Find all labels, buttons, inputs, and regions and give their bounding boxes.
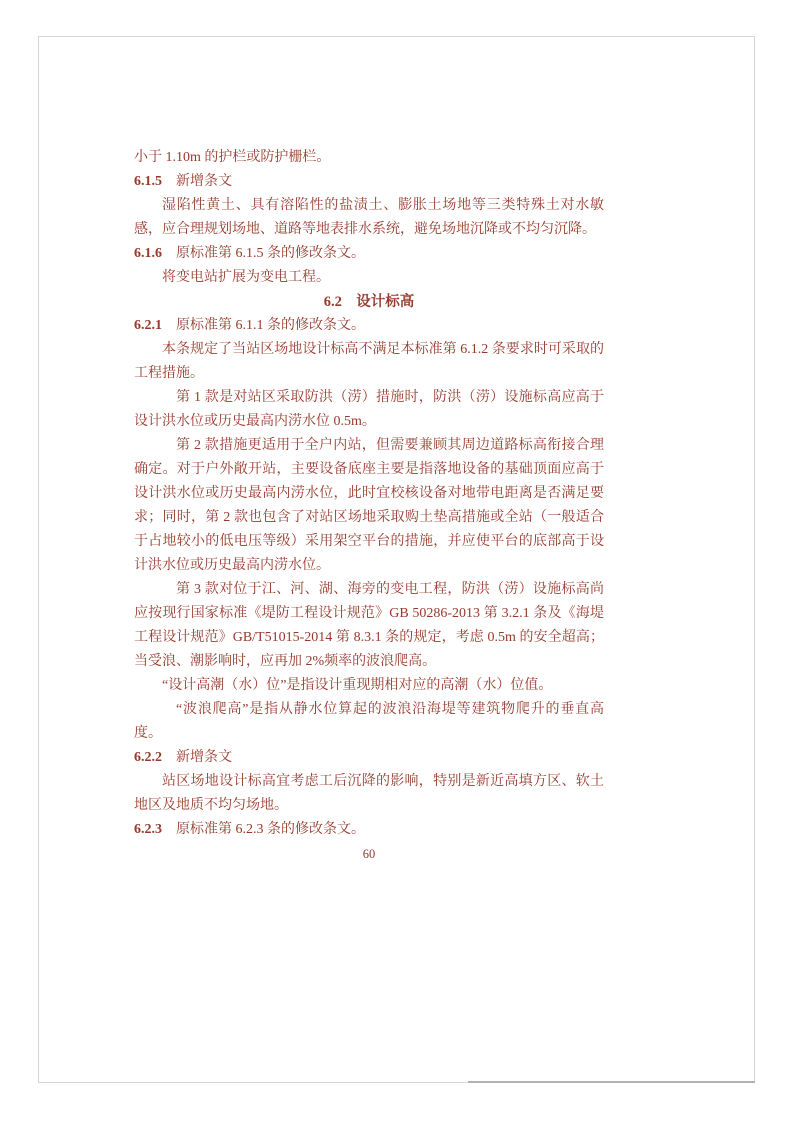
clause-heading	[134, 818, 604, 842]
paragraph: 第 3 款对位于江、河、湖、海旁的变电工程，防洪（涝）设施标高尚应按现行国家标准《堤防工程设计规范》GB 50286-2013 第 3.2.1 条及《海堤工程设计规范》GB/T51015-2014 第 8.3.1 条的规定，考虑 0.5m 的安全超高；当受浪、潮影响时，应再加 2%频率的波浪爬高。	[134, 582, 604, 669]
paragraph: 第 2 款措施更适用于全户内站，但需要兼顾其周边道路标高衔接合理确定。对于户外敞开站，主要设备底座主要是指落地设备的基础顶面应高于设计洪水位或历史最高内涝水位，此时宜校核设备对地带电距离是否满足要求；同时，第 2 款也包含了对站区场地采取购土垫高措施或全站（一般适合于占地较小的低电压等级）采用架空平台的措施，并应使平台的底部高于设计洪水位或历史最高内涝水位。	[134, 438, 604, 573]
clause-number: 6.1.5	[134, 174, 162, 189]
document-text-block	[134, 146, 604, 866]
clause-title: 原标准第 6.1.1 条的修改条文。	[176, 318, 365, 333]
clause-heading	[134, 242, 604, 266]
paragraph: “设计高潮（水）位”是指设计重现期相对应的高潮（水）位值。	[162, 678, 553, 693]
paragraph: 将变电站扩展为变电工程。	[162, 270, 330, 285]
page-bottom-rule	[468, 1081, 755, 1083]
clause-title: 原标准第 6.1.5 条的修改条文。	[176, 246, 365, 261]
clause-heading	[134, 170, 604, 194]
paragraph: “波浪爬高”是指从静水位算起的波浪沿海堤等建筑物爬升的垂直高度。	[134, 702, 604, 741]
clause-number: 6.2.2	[134, 750, 162, 765]
paragraph: 第 1 款是对站区采取防洪（涝）措施时，防洪（涝）设施标高应高于设计洪水位或历史最高内涝水位 0.5m。	[134, 390, 604, 429]
paragraph: 湿陷性黄土、具有溶陷性的盐渍土、膨胀土场地等三类特殊土对水敏感，应合理规划场地、道路等地表排水系统，避免场地沉降或不均匀沉降。	[134, 198, 604, 237]
clause-number: 6.1.6	[134, 246, 162, 261]
clause-title: 原标准第 6.2.3 条的修改条文。	[176, 822, 365, 837]
clause-number: 6.2.3	[134, 822, 162, 837]
paragraph: 站区场地设计标高宜考虑工后沉降的影响，特别是新近高填方区、软土地区及地质不均匀场地。	[134, 774, 604, 813]
clause-title: 新增条文	[176, 750, 232, 765]
page-number: 60	[362, 847, 376, 861]
clause-heading	[134, 314, 604, 338]
section-heading: 6.2 设计标高	[323, 294, 415, 310]
clause-heading	[134, 746, 604, 770]
clause-number: 6.2.1	[134, 318, 162, 333]
paragraph: 小于 1.10m 的护栏或防护栅栏。	[134, 150, 331, 165]
paragraph: 本条规定了当站区场地设计标高不满足本标准第 6.1.2 条要求时可采取的工程措施。	[134, 342, 604, 381]
clause-title: 新增条文	[176, 174, 232, 189]
